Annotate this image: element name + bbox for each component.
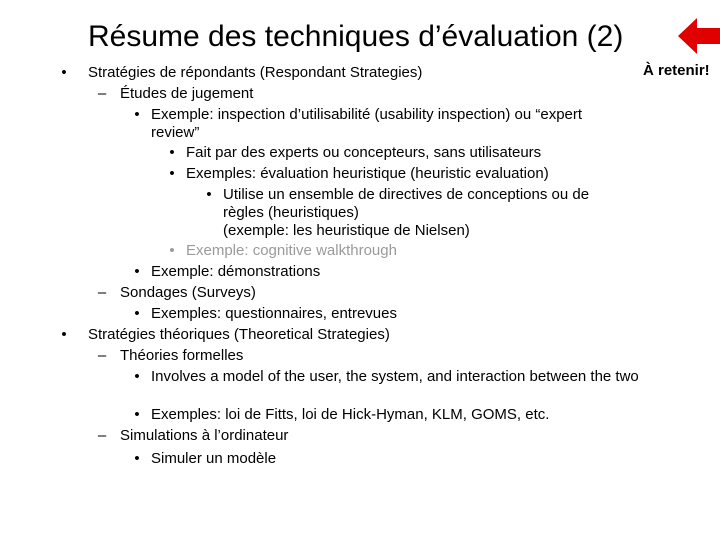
bullet-text: Simuler un modèle bbox=[151, 450, 277, 467]
bullet-done-by-experts bbox=[169, 144, 626, 162]
retain-callout: À retenir! bbox=[643, 62, 710, 79]
bullet-text: Exemple: cognitive walkthrough bbox=[186, 242, 397, 259]
bullet-respondent-strategies bbox=[61, 64, 628, 82]
bullet-marker: • bbox=[169, 242, 175, 259]
bullet-text: Fait par des experts ou concepteurs, sans utilisateurs bbox=[186, 144, 542, 161]
bullet-marker: • bbox=[134, 406, 140, 423]
bullet-questionnaires bbox=[134, 305, 631, 323]
bullet-marker: • bbox=[206, 186, 212, 203]
bullet-text: Sondages (Surveys) bbox=[120, 284, 256, 301]
dash-marker: – bbox=[97, 85, 107, 102]
bullet-text: Exemple: démonstrations bbox=[151, 263, 321, 280]
bullet-marker: • bbox=[169, 165, 175, 182]
bullet-cognitive-walkthrough bbox=[169, 242, 626, 260]
bullet-usability-inspection bbox=[134, 106, 631, 142]
bullet-note: (exemple: les heuristique de Nielsen) bbox=[223, 222, 470, 239]
bullet-text: Études de jugement bbox=[120, 85, 254, 102]
bullet-text: Exemples: questionnaires, entrevues bbox=[151, 305, 397, 322]
bullet-formal-theories bbox=[97, 347, 620, 365]
bullet-text: Simulations à l’ordinateur bbox=[120, 427, 289, 444]
left-arrow-icon bbox=[677, 17, 720, 55]
bullet-marker: • bbox=[134, 263, 140, 280]
bullet-judgment-studies bbox=[97, 85, 620, 103]
bullet-surveys bbox=[97, 284, 620, 302]
bullet-computer-simulations bbox=[97, 427, 620, 445]
bullet-user-model bbox=[134, 368, 651, 386]
bullet-text: Exemple: inspection d’utilisabilité (usability inspection) ou “expert review” bbox=[151, 106, 583, 141]
bullet-text: Stratégies de répondants (Respondant Strategies) bbox=[88, 64, 423, 81]
bullet-text: Exemples: loi de Fitts, loi de Hick-Hyman, KLM, GOMS, etc. bbox=[151, 406, 550, 423]
bullet-demonstrations bbox=[134, 263, 631, 281]
bullet-text: Utilise un ensemble de directives de conceptions ou de règles (heuristiques) bbox=[223, 186, 590, 221]
bullet-marker: • bbox=[61, 326, 67, 343]
bullet-marker: • bbox=[61, 64, 67, 81]
bullet-marker: • bbox=[169, 144, 175, 161]
bullet-text: Théories formelles bbox=[120, 347, 244, 364]
slide-title: Résume des techniques d’évaluation (2) bbox=[88, 20, 624, 53]
bullet-text: Stratégies théoriques (Theoretical Strategies) bbox=[88, 326, 390, 343]
bullet-theoretical-strategies bbox=[61, 326, 628, 344]
dash-marker: – bbox=[97, 284, 107, 301]
bullet-design-guidelines bbox=[206, 186, 623, 240]
bullet-marker: • bbox=[134, 450, 140, 467]
bullet-marker: • bbox=[134, 106, 140, 123]
dash-marker: – bbox=[97, 347, 107, 364]
bullet-fitts-law bbox=[134, 406, 651, 424]
bullet-text: Involves a model of the user, the system, and interaction between the two bbox=[151, 368, 639, 385]
bullet-simulate-model bbox=[134, 450, 631, 468]
bullet-text: Exemples: évaluation heuristique (heuristic evaluation) bbox=[186, 165, 549, 182]
bullet-marker: • bbox=[134, 368, 140, 385]
arrow-shape bbox=[678, 18, 720, 54]
dash-marker: – bbox=[97, 427, 107, 444]
bullet-heuristic-evaluation bbox=[169, 165, 626, 183]
bullet-marker: • bbox=[134, 305, 140, 322]
